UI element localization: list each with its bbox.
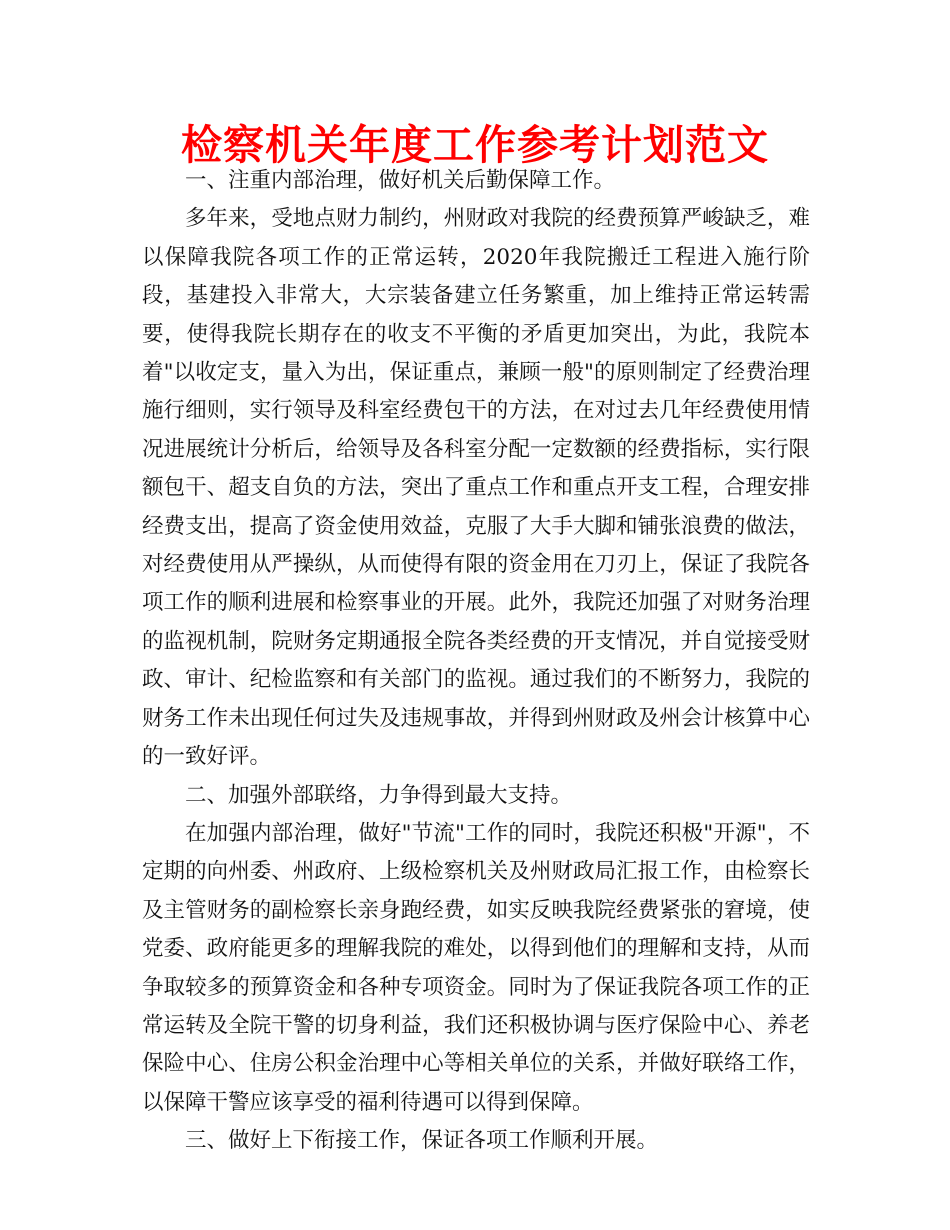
document-title: 检察机关年度工作参考计划范文 — [181, 121, 769, 169]
paragraph-1: 多年来，受地点财力制约，州财政对我院的经费预算严峻缺乏，难以保障我院各项工作的正常运转，2020年我院搬迁工程进入施行阶段，基建投入非常大，大宗装备建立任务繁重，加上维持正常运转需要，使得我院长期存在的收支不平衡的矛盾更加突出，为此，我院本着"以收定支，量入为出，保证重点，兼顾一般"的原则制定了经费治理施行细则，实行领导及科室经费包干的方法，在对过去几年经费使用情况进展统计分析后，给领导及各科室分配一定数额的经费指标，实行限额包干、超支自负的方法，突出了重点工作和重点开支工程，合理安排经费支出，提高了资金使用效益，克服了大手大脚和铺张浪费的做法，对经费使用从严操纵，从而使得有限的资金用在刀刃上，保证了我院各项工作的顺利进展和检察事业的开展。此外，我院还加强了对财务治理的监视机制，院财务定期通报全院各类经费的开支情况，并自觉接受财政、审计、纪检监察和有关部门的监视。通过我们的不断努力，我院的财务工作未出现任何过失及违规事故，并得到州财政及州会计核算中心的一致好评。 — [142, 206, 810, 770]
section-heading-1: 一、注重内部治理，做好机关后勤保障工作。 — [185, 168, 616, 193]
section-heading-3: 三、做好上下衔接工作，保证各项工作顺利开展。 — [185, 1128, 659, 1154]
document-body — [142, 162, 810, 1161]
section-heading-2: 二、加强外部联络，力争得到最大支持。 — [185, 782, 573, 808]
paragraph-2: 在加强内部治理，做好"节流"工作的同时，我院还积极"开源"，不定期的向州委、州政府、上级检察机关及州财政局汇报工作，由检察长及主管财务的副检察长亲身跑经费，如实反映我院经费紧张的窘境，使党委、政府能更多的理解我院的难处，以得到他们的理解和支持，从而争取较多的预算资金和各种专项资金。同时为了保证我院各项工作的正常运转及全院干警的切身利益，我们还积极协调与医疗保险中心、养老保险中心、住房公积金治理中心等相关单位的关系，并做好联络工作，以保障干警应该享受的福利待遇可以得到保障。 — [142, 820, 810, 1115]
